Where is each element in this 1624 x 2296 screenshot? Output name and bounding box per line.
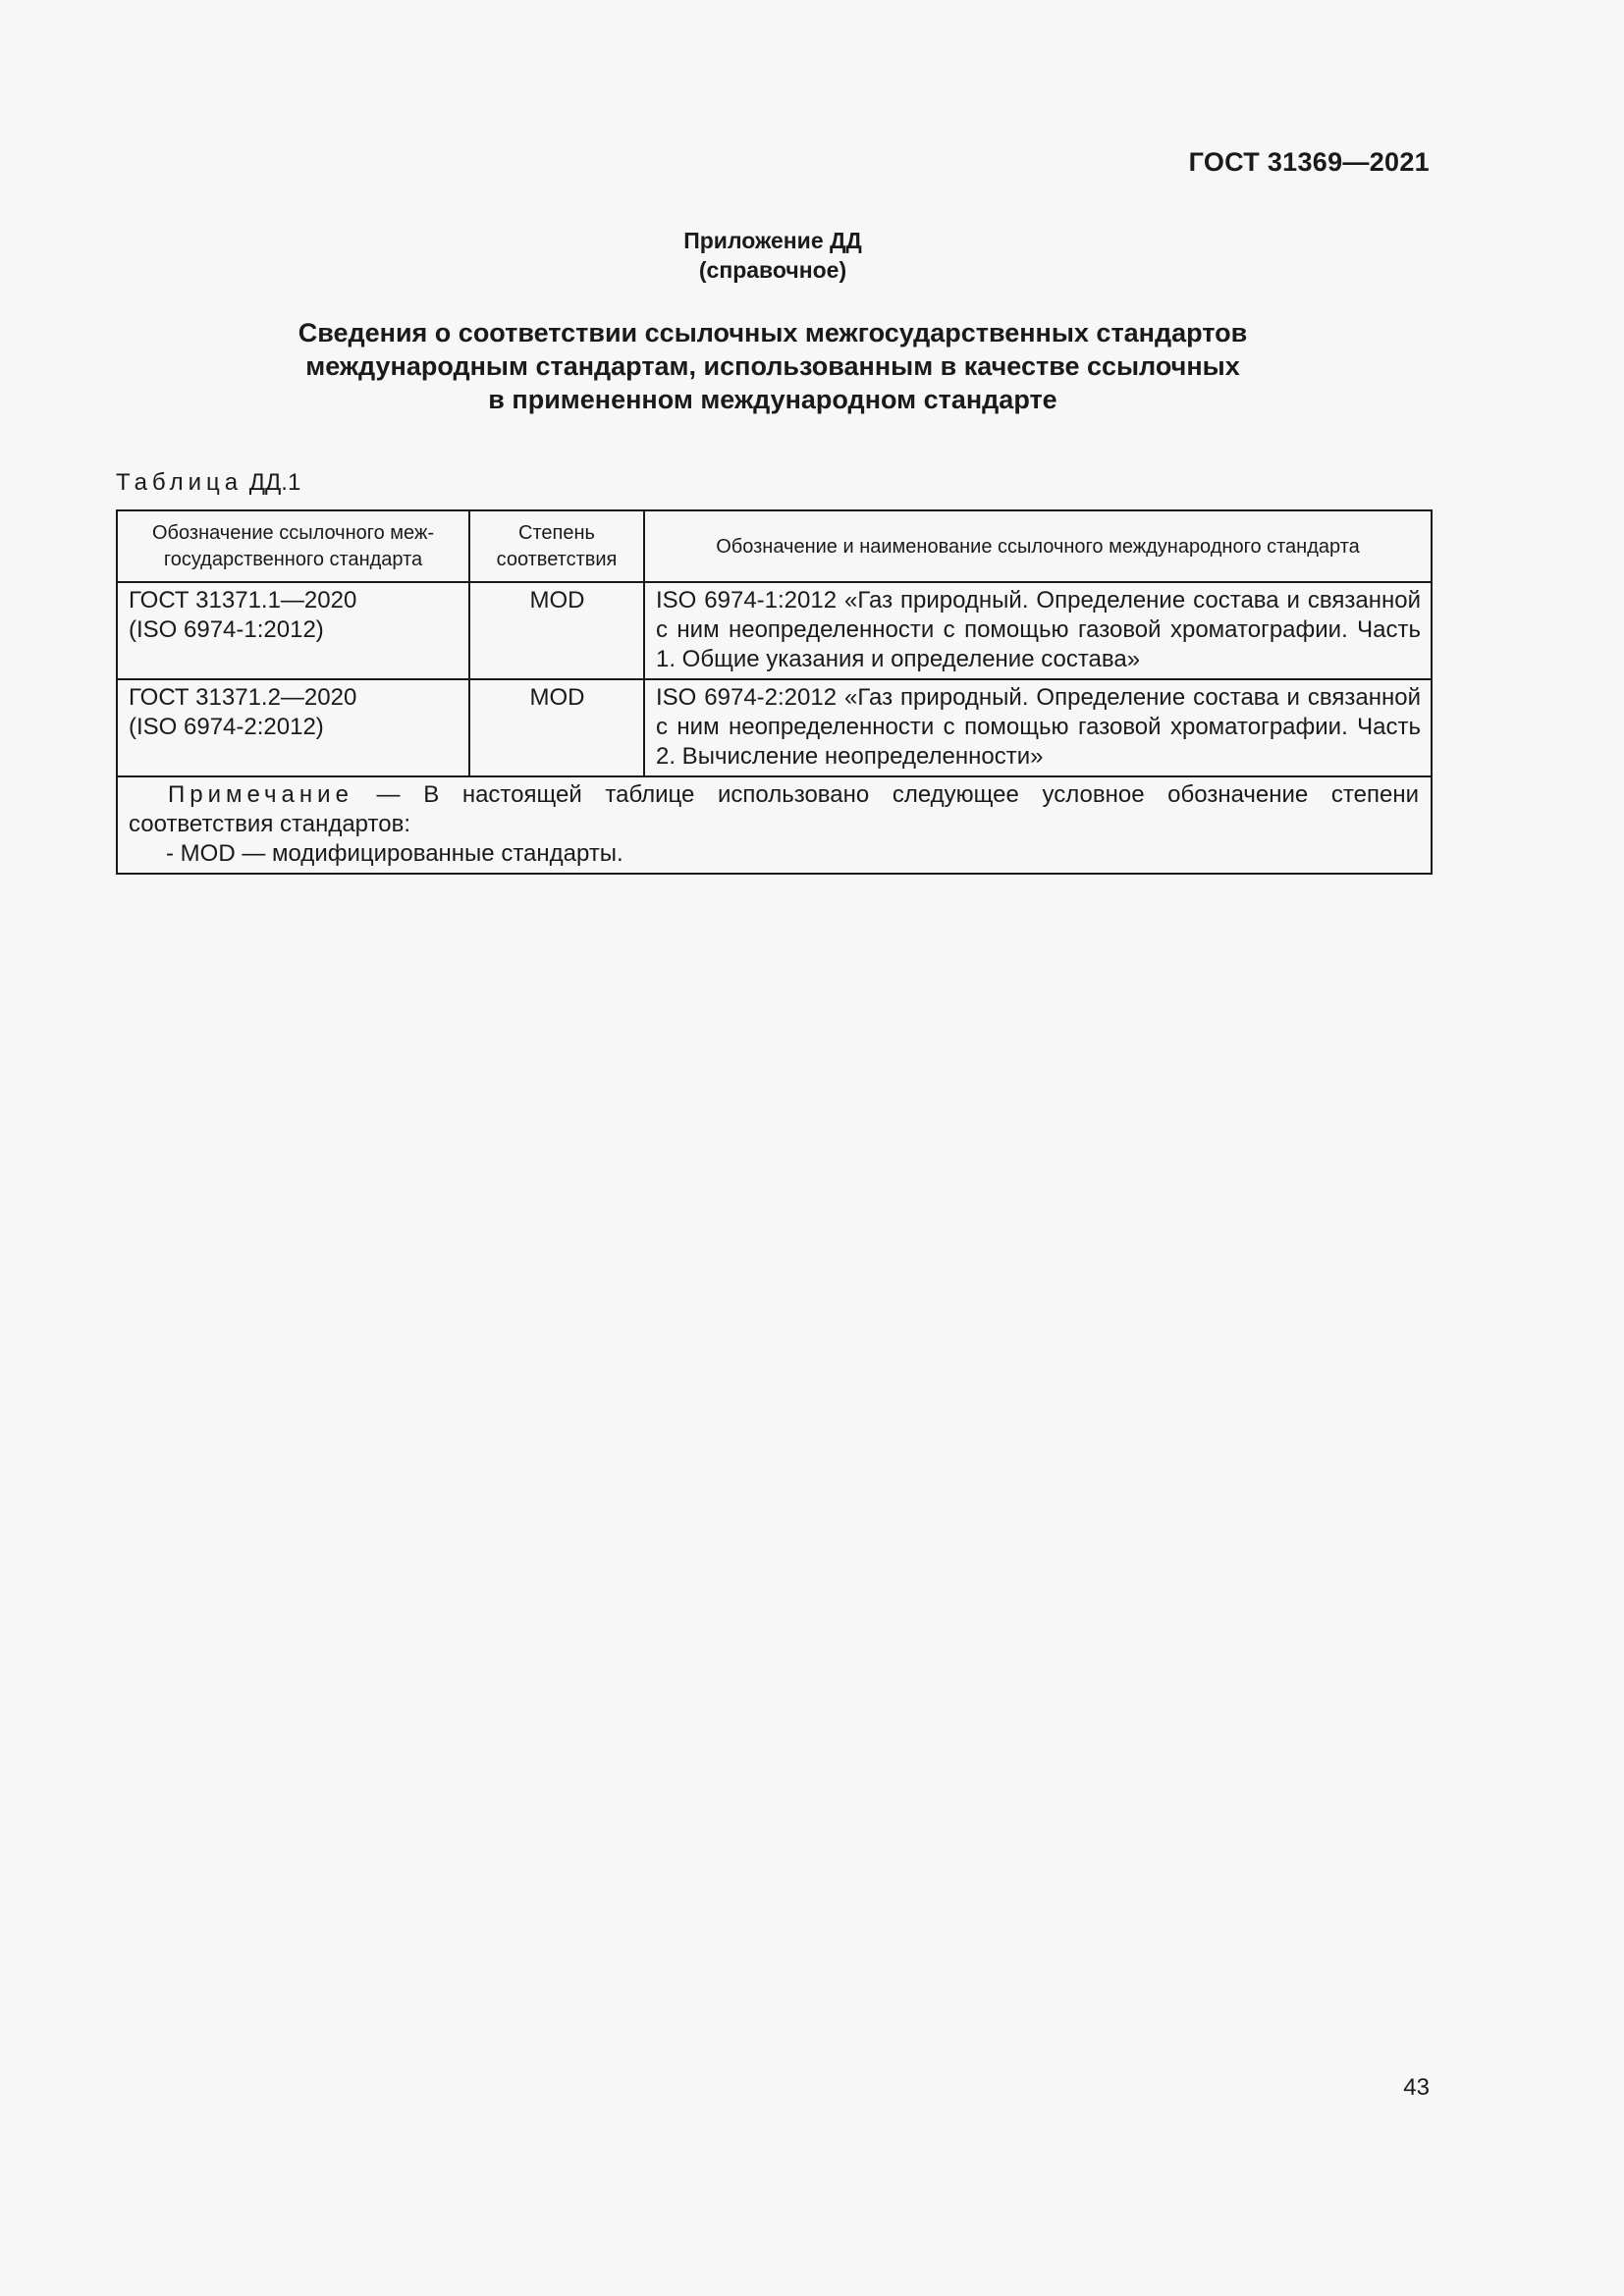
- cell-intl-standard: ISO 6974-1:2012 «Газ природный. Определение состава и связанной с ним неопределенности с помощью газовой хроматографии. Часть 1. Общие указания и определение состава»: [644, 582, 1432, 679]
- header-degree: Степень соответствия: [469, 510, 644, 582]
- heading-line: в примененном международном стандарте: [488, 385, 1057, 414]
- cell-gost: [117, 679, 469, 776]
- table-row: [117, 582, 1432, 679]
- table-header-row: [117, 510, 1432, 582]
- note-item: - MOD — модифицированные стандарты.: [166, 840, 623, 867]
- table-row: [117, 679, 1432, 776]
- cell-degree: MOD: [469, 582, 644, 679]
- document-code: ГОСТ 31369—2021: [1188, 147, 1430, 177]
- table-note-row: [117, 776, 1432, 874]
- table-caption-number: ДД.1: [248, 469, 301, 496]
- heading-line: Сведения о соответствии ссылочных межгосударственных стандартов: [298, 318, 1248, 347]
- note-label: Примечание: [168, 781, 353, 808]
- gost-designation: ГОСТ 31371.2—2020: [129, 684, 357, 711]
- iso-reference: (ISO 6974-1:2012): [129, 616, 324, 643]
- gost-designation: ГОСТ 31371.1—2020: [129, 587, 357, 614]
- appendix-block: [0, 226, 1545, 285]
- table-caption: [116, 469, 300, 497]
- note-text: — В настоящей таблице использовано следующее условное обозначение степени соответствия стандартов:: [129, 781, 1419, 837]
- header-intl-standard: Обозначение и наименование ссылочного международного стандарта: [644, 510, 1432, 582]
- appendix-subtitle: (справочное): [698, 257, 847, 283]
- header-gost-designation: Обозначение ссылочного меж-государственного стандарта: [117, 510, 469, 582]
- iso-reference: (ISO 6974-2:2012): [129, 714, 324, 740]
- appendix-title: Приложение ДД: [683, 228, 862, 253]
- table-caption-word: Таблица: [116, 469, 244, 496]
- page-number: 43: [1403, 2074, 1430, 2101]
- table-note: [117, 776, 1432, 874]
- cell-degree: MOD: [469, 679, 644, 776]
- standards-table: [116, 509, 1433, 875]
- cell-intl-standard: ISO 6974-2:2012 «Газ природный. Определение состава и связанной с ним неопределенности с помощью газовой хроматографии. Часть 2. Вычисление неопределенности»: [644, 679, 1432, 776]
- heading-line: международным стандартам, использованным в качестве ссылочных: [305, 351, 1240, 381]
- cell-gost: [117, 582, 469, 679]
- section-heading: [0, 316, 1545, 416]
